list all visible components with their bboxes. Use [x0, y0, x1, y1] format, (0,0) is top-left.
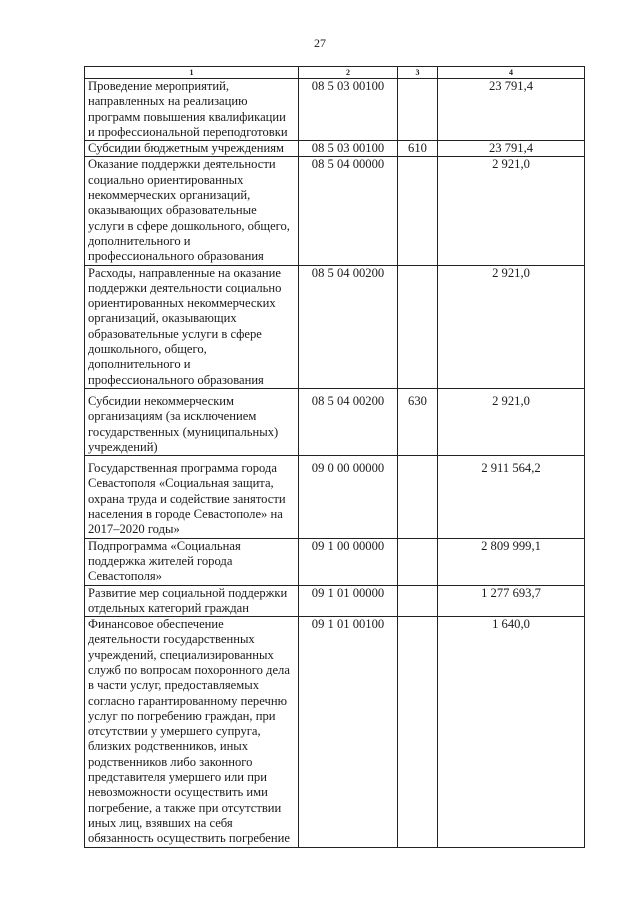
row-sum: 1 277 693,7	[438, 585, 585, 617]
table-row	[85, 538, 585, 585]
column-header: 4	[438, 67, 585, 79]
row-type: 630	[398, 388, 438, 455]
column-header: 2	[299, 67, 398, 79]
row-name: Расходы, направленные на оказание поддержки деятельности социально ориентированных некоммерческих организаций, оказывающих образовательные услуги в сфере дошкольного, общего, дополнительного и профессионального образования	[85, 265, 299, 388]
row-type	[398, 456, 438, 538]
table-row	[85, 79, 585, 141]
column-header: 1	[85, 67, 299, 79]
row-name: Подпрограмма «Социальная поддержка жителей города Севастополя»	[85, 538, 299, 585]
row-code: 08 5 03 00100	[299, 79, 398, 141]
row-type	[398, 617, 438, 847]
table-row	[85, 388, 585, 455]
row-code: 09 1 01 00000	[299, 585, 398, 617]
table-row	[85, 141, 585, 157]
row-type	[398, 538, 438, 585]
row-code: 09 1 00 00000	[299, 538, 398, 585]
row-type	[398, 79, 438, 141]
budget-table	[84, 66, 585, 848]
row-name: Субсидии бюджетным учреждениям	[85, 141, 299, 157]
row-code: 08 5 04 00200	[299, 388, 398, 455]
row-code: 09 1 01 00100	[299, 617, 398, 847]
row-type	[398, 585, 438, 617]
row-sum: 23 791,4	[438, 79, 585, 141]
table-row	[85, 585, 585, 617]
row-name: Финансовое обеспечение деятельности государственных учреждений, специализированных служб по вопросам похоронного дела в части услуг, предоставляемых согласно гарантированному перечню услуг по погребению граждан, при отсутствии у умершего супруга, близких родственников, иных родственников либо законного представителя умершего или при невозможности осуществить ими погребение, а также при отсутствии иных лиц, взявших на себя обязанность осуществить погребение	[85, 617, 299, 847]
row-sum: 2 809 999,1	[438, 538, 585, 585]
row-sum: 2 921,0	[438, 157, 585, 265]
table-row	[85, 617, 585, 847]
row-name: Субсидии некоммерческим организациям (за исключением государственных (муниципальных) учреждений)	[85, 388, 299, 455]
row-code: 08 5 04 00200	[299, 265, 398, 388]
row-sum: 2 921,0	[438, 265, 585, 388]
row-name: Проведение мероприятий, направленных на реализацию программ повышения квалификации и профессиональной переподготовки	[85, 79, 299, 141]
row-code: 08 5 04 00000	[299, 157, 398, 265]
table-header-row	[85, 67, 585, 79]
row-type: 610	[398, 141, 438, 157]
row-sum: 1 640,0	[438, 617, 585, 847]
column-header: 3	[398, 67, 438, 79]
row-type	[398, 157, 438, 265]
row-sum: 2 911 564,2	[438, 456, 585, 538]
row-sum: 23 791,4	[438, 141, 585, 157]
table-row	[85, 265, 585, 388]
row-name: Развитие мер социальной поддержки отдельных категорий граждан	[85, 585, 299, 617]
row-sum: 2 921,0	[438, 388, 585, 455]
row-name: Оказание поддержки деятельности социально ориентированных некоммерческих организаций, оказывающих образовательные услуги в сфере дошкольного, общего, дополнительного и профессионального образования	[85, 157, 299, 265]
row-code: 08 5 03 00100	[299, 141, 398, 157]
table-row	[85, 157, 585, 265]
table-row	[85, 456, 585, 538]
page-number: 27	[314, 36, 326, 50]
row-name: Государственная программа города Севастополя «Социальная защита, охрана труда и содействие занятости населения в городе Севастополе» на 2017–2020 годы»	[85, 456, 299, 538]
row-code: 09 0 00 00000	[299, 456, 398, 538]
row-type	[398, 265, 438, 388]
